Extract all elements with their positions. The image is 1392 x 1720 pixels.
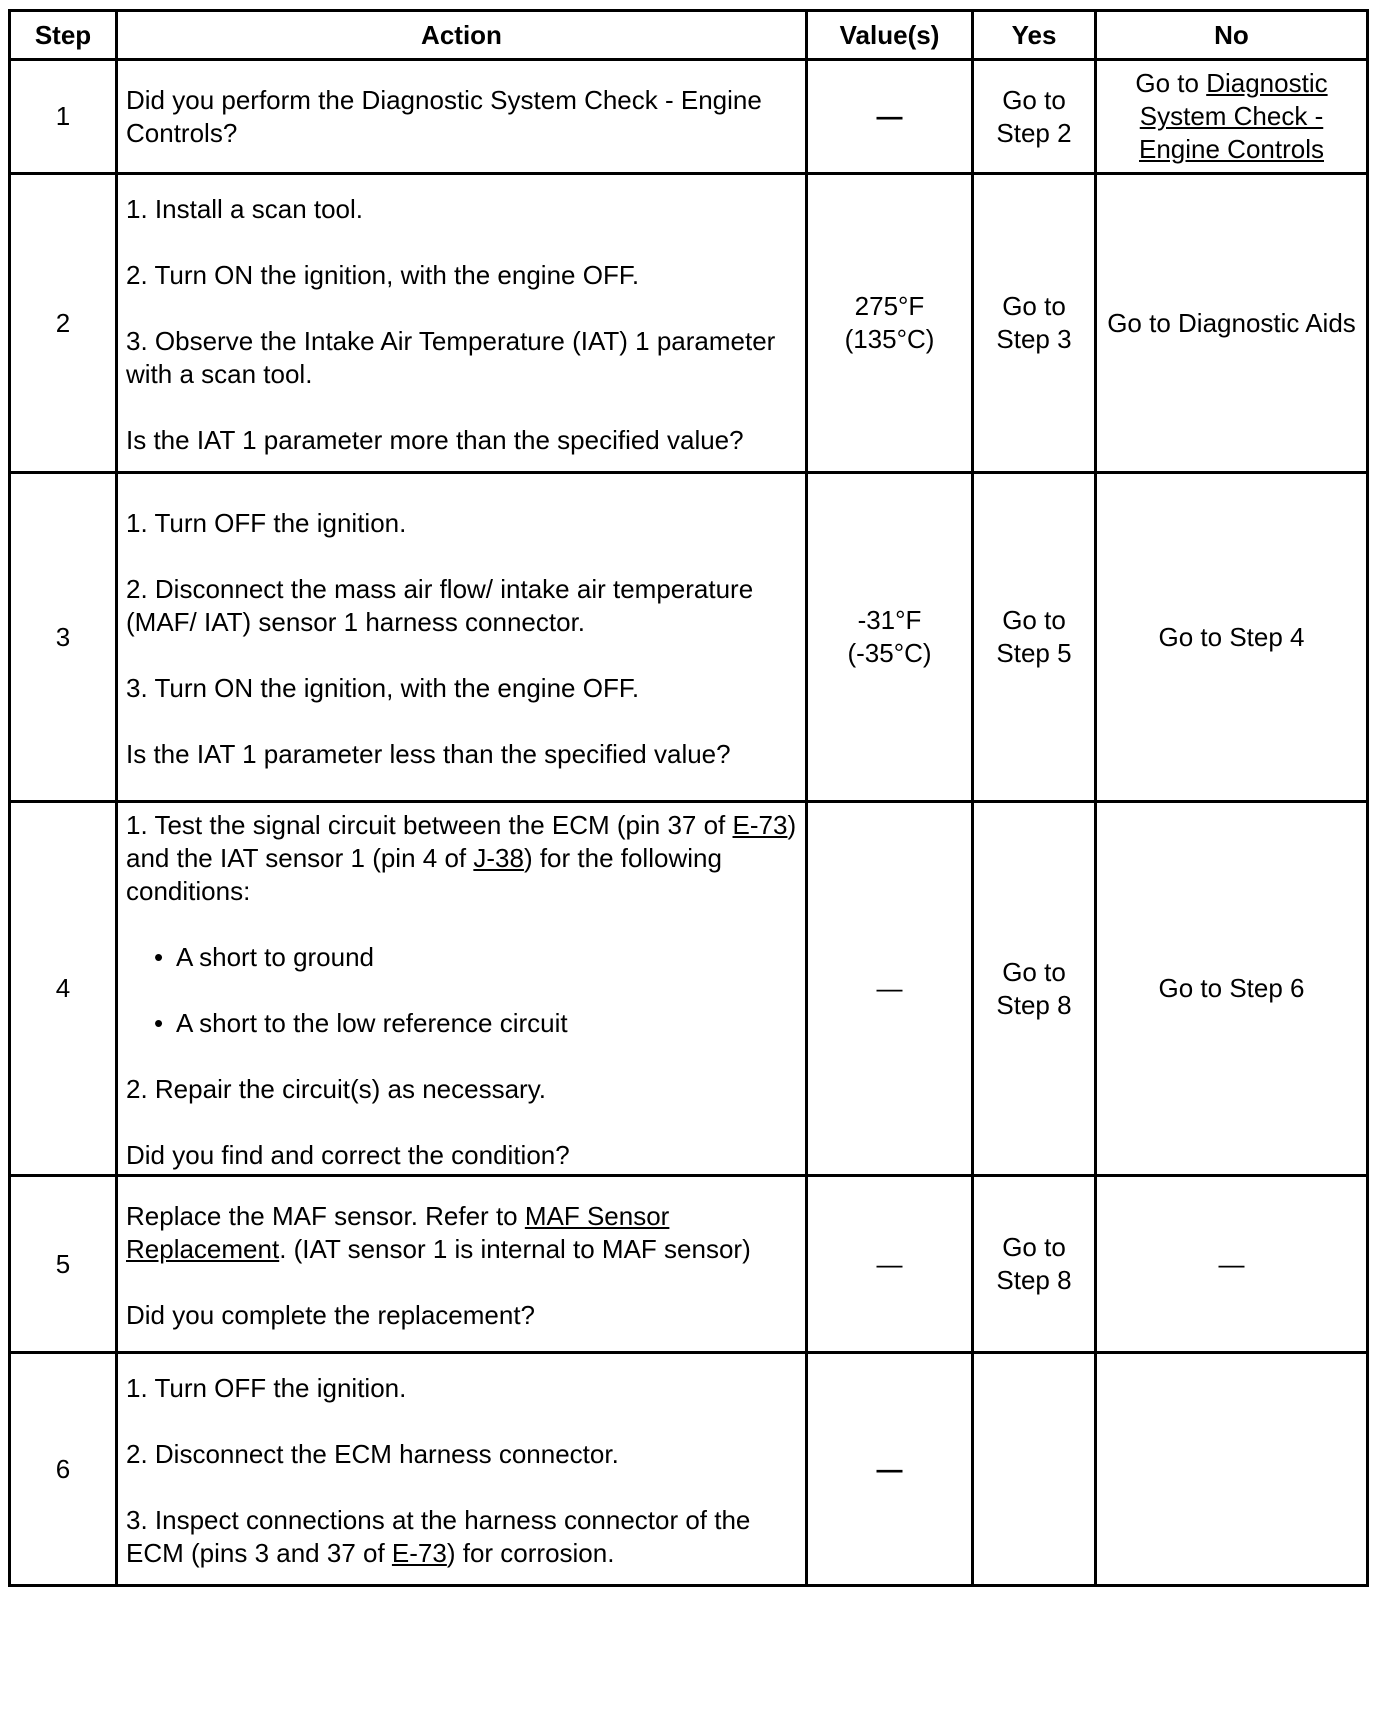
yes-cell [973,1353,1096,1586]
header-row [10,11,1368,60]
header-no: No [1096,11,1368,60]
table-row [10,1176,1368,1353]
action-text: 2. Disconnect the mass air flow/ intake air temperature (MAF/ IAT) sensor 1 harness connector. [126,574,754,637]
action-text [126,1200,799,1266]
action-cell [117,473,807,802]
table-row [10,473,1368,802]
action-text-part: ) for the following conditions: [126,843,722,906]
table-row [10,802,1368,1176]
e73-link[interactable]: E-73 [732,810,788,840]
table-row [10,1353,1368,1586]
table-row [10,174,1368,473]
yes-cell: Go to Step 8 [973,1176,1096,1353]
action-question: Is the IAT 1 parameter less than the specified value? [126,739,731,769]
no-cell: Go to Diagnostic Aids [1096,174,1368,473]
yes-cell: Go to Step 2 [973,60,1096,174]
yes-cell: Go to Step 8 [973,802,1096,1176]
yes-cell: Go to Step 3 [973,174,1096,473]
no-cell: Go to Step 6 [1096,802,1368,1176]
action-text: 2. Turn ON the ignition, with the engine OFF. [126,260,640,290]
value-cell: -31°F (-35°C) [807,473,973,802]
step-number: 5 [10,1176,117,1353]
yes-cell: Go to Step 5 [973,473,1096,802]
step-number: 1 [10,60,117,174]
action-question: Is the IAT 1 parameter more than the specified value? [126,425,744,455]
value-cell: — [807,1176,973,1353]
action-text: Did you perform the Diagnostic System Check - Engine Controls? [126,84,762,148]
header-action: Action [117,11,807,60]
list-item: • A short to the low reference circuit [154,1007,799,1040]
value-cell: 275°F (135°C) [807,174,973,473]
maf-sensor-replacement-link[interactable]: MAF Sensor Replacement [126,1201,670,1264]
action-cell [117,1353,807,1586]
action-cell [117,60,807,174]
action-text: 3. Observe the Intake Air Temperature (IAT) 1 parameter with a scan tool. [126,326,776,389]
step-number: 4 [10,802,117,1176]
list-item: • A short to ground [154,941,799,974]
table-row [10,60,1368,174]
action-text: 1. Install a scan tool. [126,194,364,224]
action-text-part: . (IAT sensor 1 is internal to MAF sensor) [279,1234,751,1264]
diagnostic-system-check-link[interactable]: Diagnostic System Check - Engine Controls [1139,68,1328,164]
value-cell: — [807,60,973,174]
action-text: 2. Disconnect the ECM harness connector. [126,1439,619,1469]
j38-link[interactable]: J-38 [473,843,524,873]
action-question: Did you find and correct the condition? [126,1140,570,1170]
action-text-part: 1. Test the signal circuit between the ECM (pin 37 of [126,810,733,840]
action-text: 1. Turn OFF the ignition. [126,508,407,538]
e73-link[interactable]: E-73 [391,1538,447,1568]
action-cell [117,174,807,473]
action-text-part: ) for corrosion. [446,1538,615,1568]
action-text [126,1504,799,1570]
no-cell: — [1096,1176,1368,1353]
action-cell [117,802,807,1176]
header-values: Value(s) [807,11,973,60]
action-text-part: Replace the MAF sensor. Refer to [126,1201,525,1231]
no-cell [1096,60,1368,174]
header-step: Step [10,11,117,60]
step-number: 6 [10,1353,117,1586]
value-cell: — [807,1353,973,1586]
action-cell [117,1176,807,1353]
step-number: 2 [10,174,117,473]
action-text [126,809,799,908]
step-number: 3 [10,473,117,802]
no-cell [1096,1353,1368,1586]
diagnostic-table [8,9,1369,1587]
action-text-part: 3. Inspect connections at the harness connector of the ECM (pins 3 and 37 of [126,1505,751,1568]
action-text: 2. Repair the circuit(s) as necessary. [126,1074,546,1104]
condition-list [126,941,799,1040]
action-text: 3. Turn ON the ignition, with the engine OFF. [126,673,640,703]
no-cell: Go to Step 4 [1096,473,1368,802]
no-text: Go to [1135,68,1207,98]
action-question: Did you complete the replacement? [126,1300,536,1330]
header-yes: Yes [973,11,1096,60]
value-cell: — [807,802,973,1176]
action-text-part: ) and the IAT sensor 1 (pin 4 of [126,810,797,873]
action-text: 1. Turn OFF the ignition. [126,1373,407,1403]
